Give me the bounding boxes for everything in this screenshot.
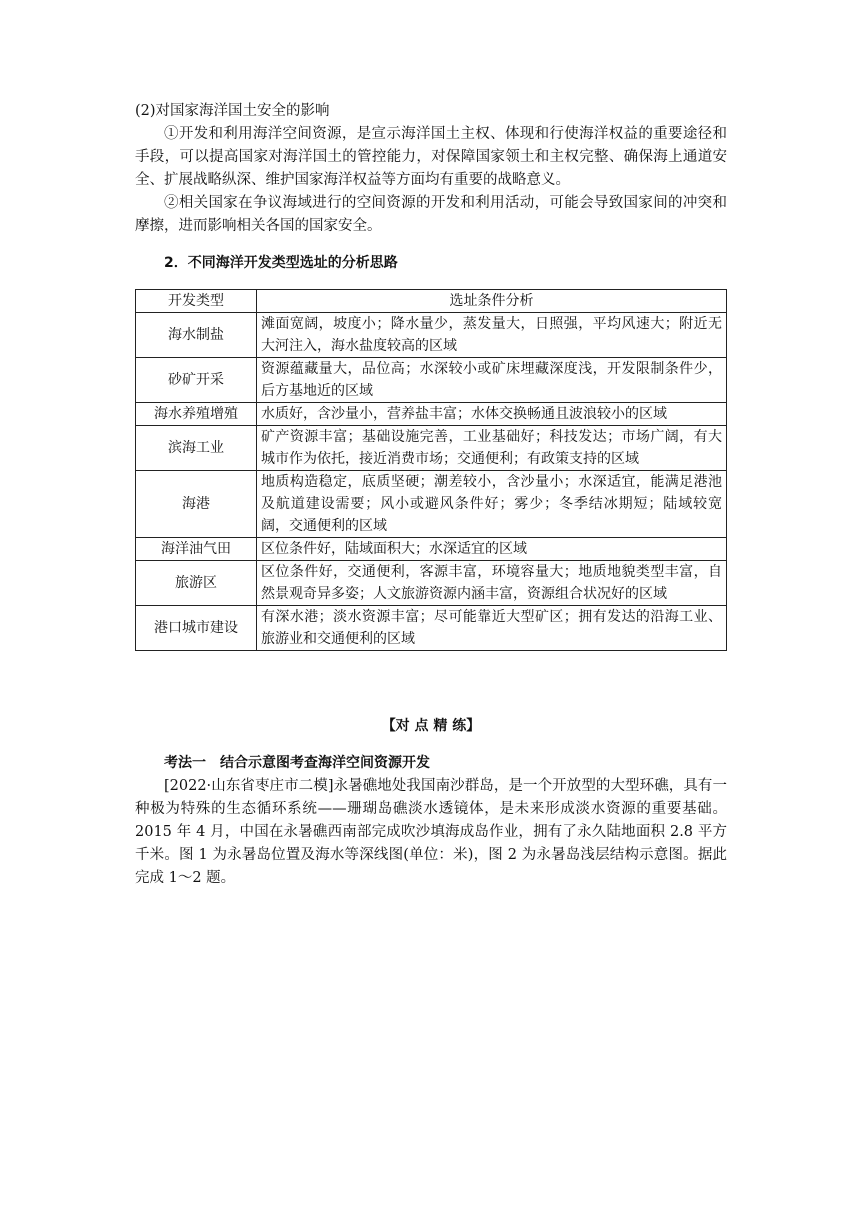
table-header-row	[136, 290, 727, 313]
row-type: 砂矿开采	[136, 358, 257, 403]
row-conditions: 矿产资源丰富；基础设施完善，工业基础好；科技发达；市场广阔，有大城市作为依托，接近消费市场；交通便利；有政策支持的区域	[257, 426, 727, 471]
table-row	[136, 313, 727, 358]
row-type: 海洋油气田	[136, 538, 257, 561]
row-conditions: 水质好，含沙量小，营养盐丰富；水体交换畅通且波浪较小的区域	[257, 403, 727, 426]
table-row	[136, 403, 727, 426]
row-type: 旅游区	[136, 561, 257, 606]
header-conditions: 选址条件分析	[257, 290, 727, 313]
part2-paragraph-2: ②相关国家在争议海域进行的空间资源的开发和利用活动，可能会导致国家间的冲突和摩擦，进而影响相关各国的国家安全。	[135, 195, 727, 234]
row-conditions: 资源蕴藏量大，品位高；水深较小或矿床埋藏深度浅，开发限制条件少，后方基地近的区域	[257, 358, 727, 403]
method-heading: 考法一 结合示意图考查海洋空间资源开发	[164, 755, 430, 771]
part2-paragraph-1: ①开发和利用海洋空间资源，是宣示海洋国土主权、体现和行使海洋权益的重要途径和手段，可以提高国家对海洋国土的管控能力，对保障国家领土和主权完整、确保海上通道安全、扩展战略纵深、维护国家海洋权益等方面均有重要的战略意义。	[135, 126, 727, 188]
practice-title: 【对 点 精 练】	[381, 718, 481, 734]
row-conditions: 滩面宽阔，坡度小；降水量少，蒸发量大，日照强，平均风速大；附近无大河注入，海水盐度较高的区域	[257, 313, 727, 358]
table-row	[136, 561, 727, 606]
document-page	[135, 100, 727, 890]
table-row	[136, 606, 727, 651]
table-row	[136, 358, 727, 403]
row-conditions: 有深水港；淡水资源丰富；尽可能靠近大型矿区；拥有发达的沿海工业、旅游业和交通便利的区域	[257, 606, 727, 651]
row-type: 海水养殖增殖	[136, 403, 257, 426]
site-selection-table	[135, 289, 727, 651]
row-type: 海水制盐	[136, 313, 257, 358]
table-row	[136, 426, 727, 471]
section-2-title: 2．不同海洋开发类型选址的分析思路	[164, 255, 398, 271]
part2-heading: (2)对国家海洋国土安全的影响	[135, 103, 330, 119]
row-conditions: 地质构造稳定，底质坚硬；潮差较小，含沙量小；水深适宜，能满足港池及航道建设需要；风小或避风条件好；雾少；冬季结冰期短；陆域较宽阔，交通便利的区域	[257, 471, 727, 538]
row-type: 滨海工业	[136, 426, 257, 471]
row-type: 港口城市建设	[136, 606, 257, 651]
practice-passage: [2022·山东省枣庄市二模]永暑礁地处我国南沙群岛，是一个开放型的大型环礁，具有一种极为特殊的生态循环系统——珊瑚岛礁淡水透镜体，是未来形成淡水资源的重要基础。2015 年 4 月，中国在永暑礁西南部完成吹沙填海成岛作业，拥有了永久陆地面积 2.8 平方千米。图 1 为永暑岛位置及海水等深线图(单位：米)，图 2 为永暑岛浅层结构示意图。据此完成 1～2 题。	[135, 778, 727, 886]
row-type: 海港	[136, 471, 257, 538]
table-row	[136, 538, 727, 561]
row-conditions: 区位条件好，陆域面积大；水深适宜的区域	[257, 538, 727, 561]
table-row	[136, 471, 727, 538]
row-conditions: 区位条件好，交通便利，客源丰富，环境容量大；地质地貌类型丰富，自然景观奇异多姿；人文旅游资源内涵丰富，资源组合状况好的区域	[257, 561, 727, 606]
header-type: 开发类型	[136, 290, 257, 313]
